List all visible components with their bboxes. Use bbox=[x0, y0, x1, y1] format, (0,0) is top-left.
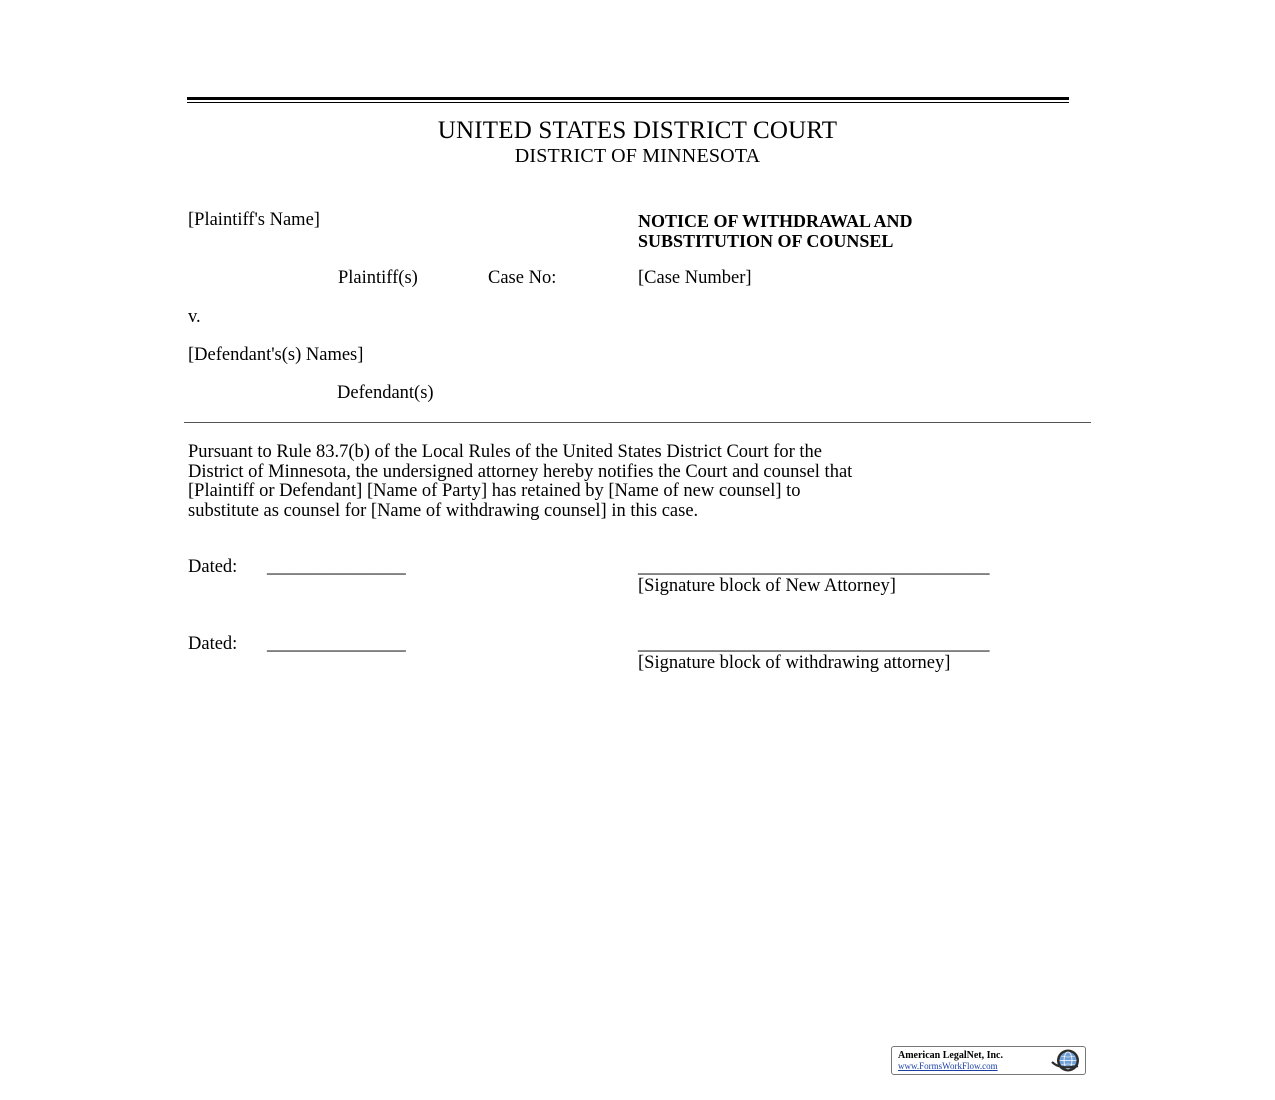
header-double-rule bbox=[187, 97, 1069, 103]
body-paragraph bbox=[188, 443, 1098, 521]
dated-label-2: Dated: bbox=[188, 634, 238, 654]
document-title-line-1: NOTICE OF WITHDRAWAL AND bbox=[638, 211, 913, 231]
logo-url-link[interactable]: www.FormsWorkFlow.com bbox=[898, 1061, 998, 1071]
caption-divider bbox=[184, 422, 1091, 423]
dated-line-2: _______________ bbox=[267, 634, 406, 654]
signature-block-withdrawing-attorney: [Signature block of withdrawing attorney] bbox=[638, 653, 951, 673]
footer-logo bbox=[891, 1046, 1086, 1075]
logo-company-name: American LegalNet, Inc. bbox=[898, 1050, 1003, 1061]
signature-line-1: ______________________________________ bbox=[638, 557, 990, 577]
body-line: District of Minnesota, the undersigned attorney hereby notifies the Court and counsel that bbox=[188, 461, 853, 482]
plaintiff-label: Plaintiff(s) bbox=[338, 268, 418, 288]
dated-label-1: Dated: bbox=[188, 557, 238, 577]
defendant-names: [Defendant's(s) Names] bbox=[188, 345, 364, 365]
court-name: UNITED STATES DISTRICT COURT bbox=[437, 117, 838, 144]
document-title-line-2: SUBSTITUTION OF COUNSEL bbox=[638, 231, 894, 251]
body-line: substitute as counsel for [Name of withdrawing counsel] in this case. bbox=[188, 500, 699, 521]
document-title bbox=[638, 211, 1058, 251]
body-line: [Plaintiff or Defendant] [Name of Party] has retained by [Name of new counsel] to bbox=[188, 481, 801, 501]
body-line: Pursuant to Rule 83.7(b) of the Local Rules of the United States District Court for the bbox=[188, 442, 823, 462]
plaintiff-name: [Plaintiff's Name] bbox=[188, 210, 320, 230]
globe-icon bbox=[1048, 1048, 1083, 1073]
court-district: DISTRICT OF MINNESOTA bbox=[514, 145, 761, 167]
versus-label: v. bbox=[188, 307, 201, 327]
signature-block-new-attorney: [Signature block of New Attorney] bbox=[638, 576, 896, 596]
defendant-label: Defendant(s) bbox=[337, 383, 434, 403]
signature-line-2: ______________________________________ bbox=[638, 634, 990, 654]
case-no-label: Case No: bbox=[488, 268, 557, 288]
case-number: [Case Number] bbox=[638, 268, 752, 288]
dated-line-1: _______________ bbox=[267, 557, 406, 577]
